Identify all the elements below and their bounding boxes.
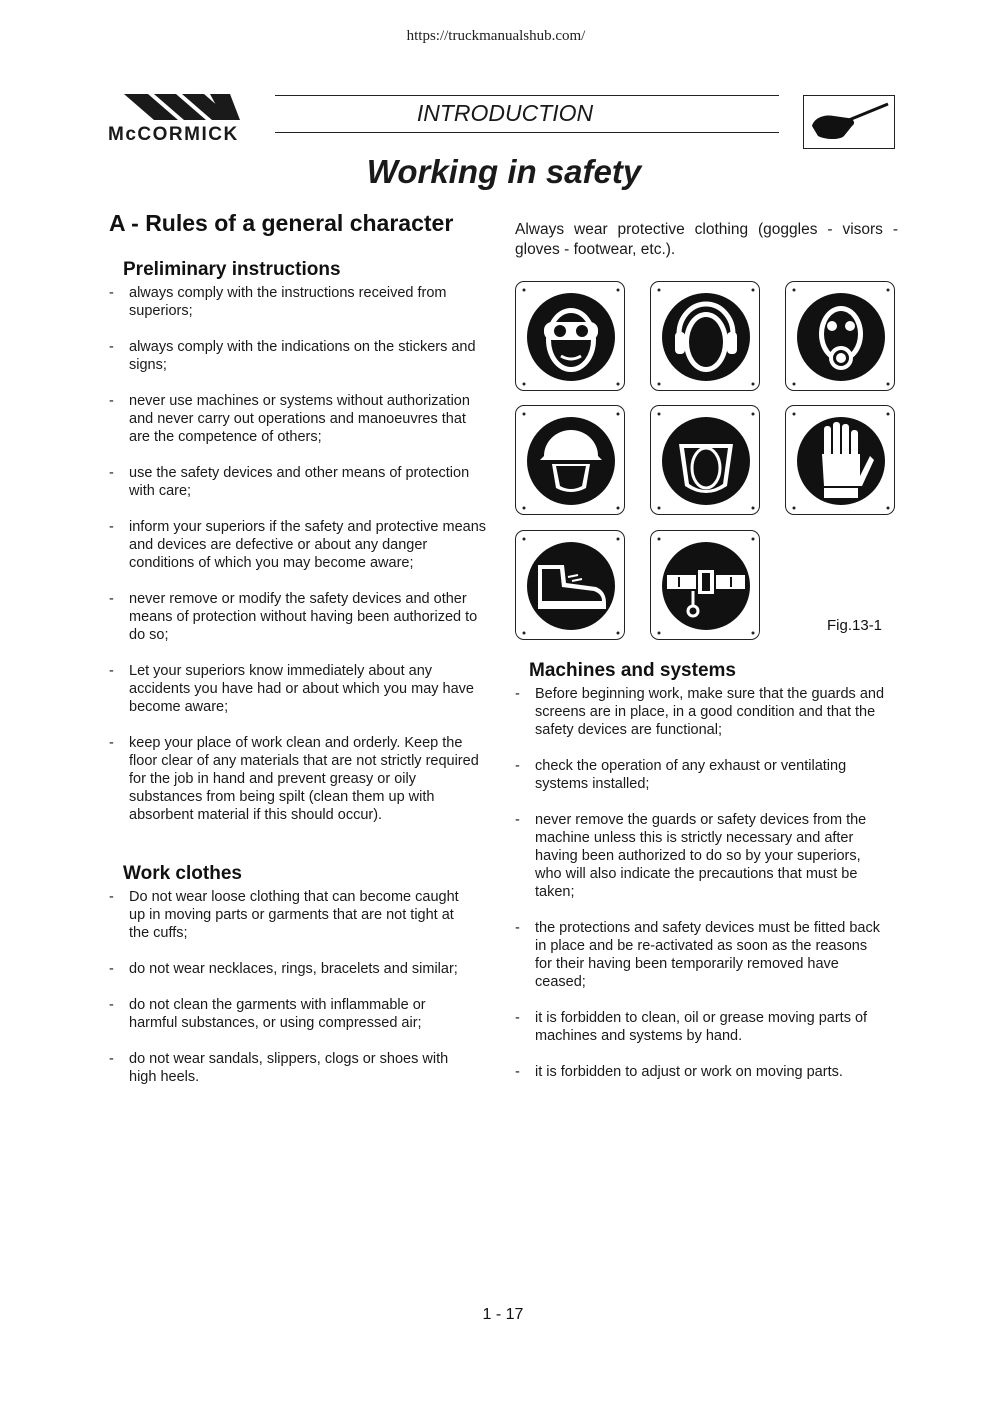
list-item: - it is forbidden to adjust or work on moving parts. bbox=[515, 1064, 843, 1080]
header-rule-bottom bbox=[275, 132, 779, 133]
face-visor-icon bbox=[651, 406, 761, 516]
list-item: - use the safety devices and other means of protection with care; bbox=[109, 465, 470, 499]
ear-protection-sign bbox=[650, 281, 760, 391]
list-item: - check the operation of any exhaust or ventilating systems installed; bbox=[515, 758, 847, 792]
page-number: 1 - 17 bbox=[482, 1306, 524, 1323]
page-title: Working in safety bbox=[366, 153, 642, 190]
source-url[interactable]: https://truckmanualshub.com/ bbox=[406, 28, 586, 44]
list-item: - never use machines or systems without authorization and never carry out operations and manoeuvres that are the competence of others; bbox=[109, 393, 470, 445]
list-item: - the protections and safety devices must be fitted back in place and be re-activated as soon as the reasons for their having been temporarily removed have ceased; bbox=[515, 920, 880, 990]
respirator-sign bbox=[785, 281, 895, 391]
list-item: - do not wear necklaces, rings, bracelets and similar; bbox=[109, 961, 458, 977]
list-item: - keep your place of work clean and orderly. Keep the floor clear of any materials that are not strictly required for the job in hand and prevent greasy or oily substances from being spilt (clean them up with absorbent material if this should occur). bbox=[109, 735, 479, 823]
hard-hat-sign bbox=[515, 405, 625, 515]
work-clothes-heading: Work clothes bbox=[123, 863, 242, 884]
safety-boot-sign bbox=[515, 530, 625, 640]
machines-heading: Machines and systems bbox=[529, 660, 736, 681]
figure-label: Fig.13-1 bbox=[827, 617, 883, 634]
goggles-icon bbox=[516, 282, 626, 392]
brand-name bbox=[108, 124, 239, 146]
preliminary-list bbox=[109, 284, 489, 842]
preliminary-heading: Preliminary instructions bbox=[123, 259, 341, 280]
list-item: - do not clean the garments with inflammable or harmful substances, or using compressed air; bbox=[109, 997, 426, 1031]
safety-boot-icon bbox=[516, 531, 626, 641]
safety-belt-sign bbox=[650, 530, 760, 640]
work-clothes-list bbox=[109, 888, 474, 1104]
list-item: - never remove the guards or safety devices from the machine unless this is strictly necessary and after having been authorized to do so by your superiors, who will also indicate the precautions that must be taken; bbox=[515, 812, 867, 900]
list-item: - always comply with the indications on the stickers and signs; bbox=[109, 339, 476, 373]
list-item: - Let your superiors know immediately about any accidents you have had or about which you may have become aware; bbox=[109, 663, 474, 715]
list-item: - do not wear sandals, slippers, clogs or shoes with high heels. bbox=[109, 1051, 449, 1085]
brand-prefix: Mc bbox=[108, 124, 138, 145]
hand-pointer-icon bbox=[804, 96, 894, 148]
section-a-heading: A - Rules of a general character bbox=[109, 210, 454, 236]
hard-hat-icon bbox=[516, 406, 626, 516]
glove-icon bbox=[786, 406, 896, 516]
list-item: - it is forbidden to clean, oil or grease moving parts of machines and systems by hand. bbox=[515, 1010, 868, 1044]
header-rule-top bbox=[275, 95, 779, 96]
safety-belt-icon bbox=[651, 531, 761, 641]
ear-protection-icon bbox=[651, 282, 761, 392]
list-item: - never remove or modify the safety devices and other means of protection without having been authorized to do so; bbox=[109, 591, 478, 643]
section-label: INTRODUCTION bbox=[416, 100, 594, 126]
glove-sign bbox=[785, 405, 895, 515]
hand-pointer-icon-box bbox=[803, 95, 895, 149]
list-item: - inform your superiors if the safety and protective means and devices are defective or about any danger conditions of which you may become aware; bbox=[109, 519, 487, 571]
goggles-sign bbox=[515, 281, 625, 391]
list-item: - Do not wear loose clothing that can become caught up in moving parts or garments that are not tight at the cuffs; bbox=[109, 889, 459, 941]
respirator-mask-icon bbox=[786, 282, 896, 392]
list-item: - Before beginning work, make sure that the guards and screens are in place, in a good condition and that the safety devices are functional; bbox=[515, 686, 885, 738]
list-item: - always comply with the instructions received from superiors; bbox=[109, 285, 447, 319]
protective-clothing-text: Always wear protective clothing (goggles - visors - gloves - footwear, etc.). bbox=[515, 221, 898, 258]
face-visor-sign bbox=[650, 405, 760, 515]
machines-list bbox=[515, 685, 885, 1099]
brand-rest: CORMICK bbox=[137, 124, 239, 145]
